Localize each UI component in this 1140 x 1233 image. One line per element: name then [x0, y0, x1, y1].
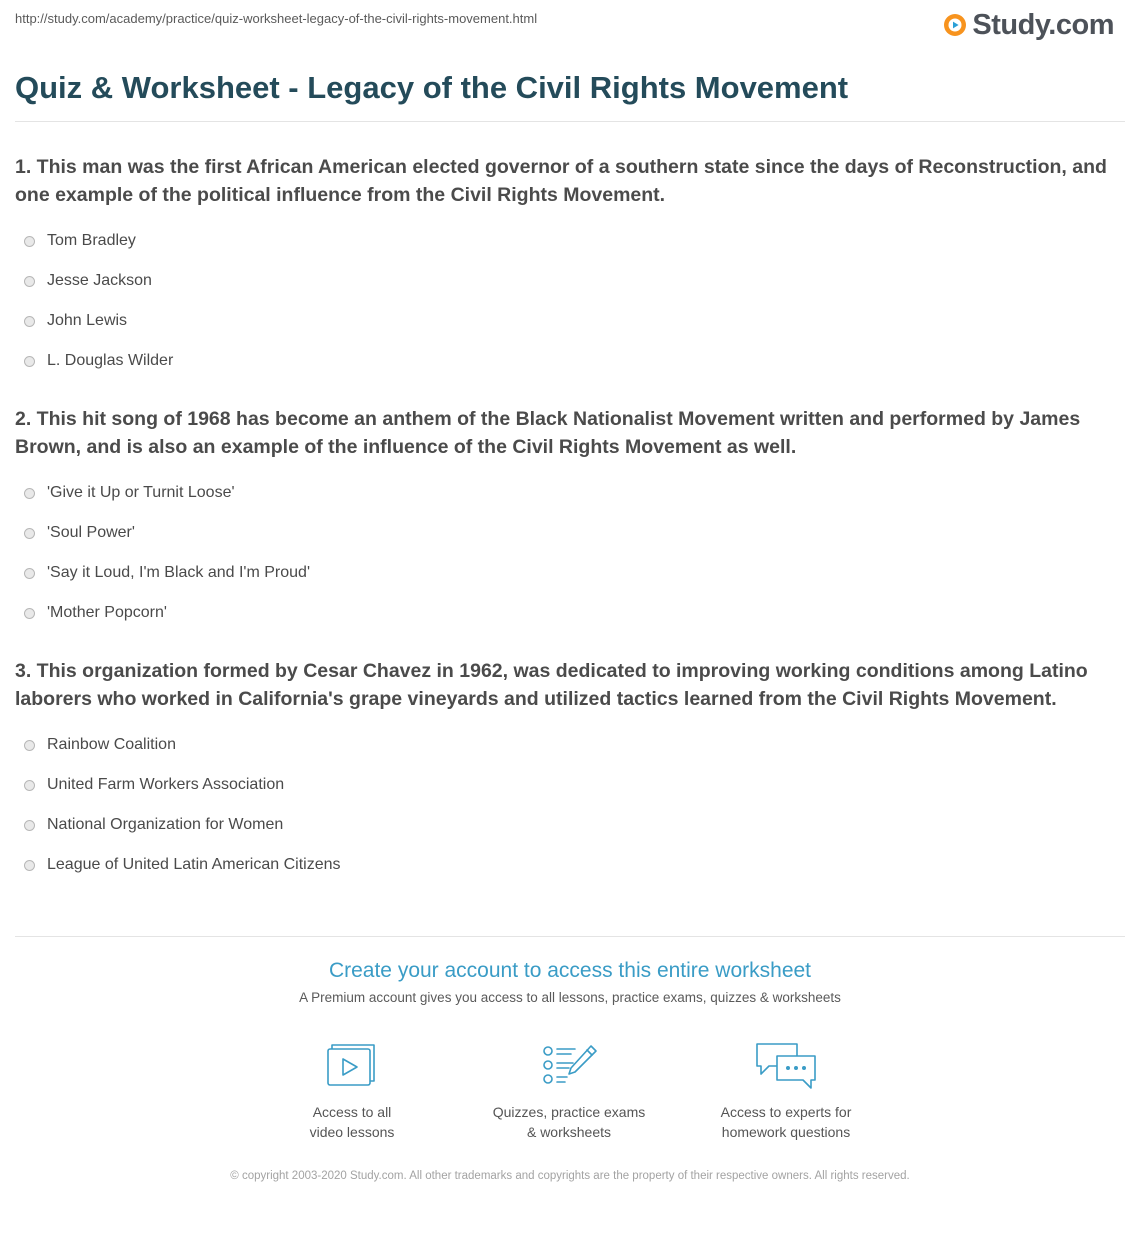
- chat-experts-icon: [753, 1040, 819, 1090]
- answer-label: 'Say it Loud, I'm Black and I'm Proud': [47, 564, 311, 581]
- answer-label: 'Soul Power': [47, 524, 135, 541]
- radio-button[interactable]: [24, 236, 35, 247]
- cta-subtitle: A Premium account gives you access to all lessons, practice exams, quizzes & worksheets: [299, 990, 841, 1005]
- feature-quizzes: [469, 1040, 669, 1142]
- logo-text: Study.com: [972, 8, 1114, 41]
- radio-button[interactable]: [24, 860, 35, 871]
- question-text: 1. This man was the first African American elected governor of a southern state since the days of Reconstruction, and one example of the political influence from the Civil Rights Movement.: [15, 156, 1107, 206]
- feature-label: Quizzes, practice exams: [492, 1104, 646, 1120]
- create-account-link[interactable]: Create your account to access this entire worksheet: [328, 959, 812, 982]
- answer-option[interactable]: [15, 473, 1127, 513]
- feature-label: Access to all: [312, 1104, 392, 1120]
- radio-button[interactable]: [24, 568, 35, 579]
- answer-label: L. Douglas Wilder: [47, 352, 174, 369]
- answer-label: League of United Latin American Citizens: [47, 856, 341, 873]
- answer-label: Tom Bradley: [47, 232, 136, 249]
- question-2: [15, 405, 1127, 633]
- answer-label: 'Give it Up or Turnit Loose': [47, 484, 235, 501]
- answer-label: United Farm Workers Association: [47, 776, 285, 793]
- feature-video-lessons: [252, 1040, 452, 1142]
- radio-button[interactable]: [24, 316, 35, 327]
- answer-label: John Lewis: [47, 312, 128, 329]
- question-text: 3. This organization formed by Cesar Chavez in 1962, was dedicated to improving working conditions among Latino laborers who worked in California's grape vineyards and utilized tactics learned from the Civil Rights Movement.: [15, 660, 1088, 710]
- answer-label: National Organization for Women: [47, 816, 284, 833]
- title-divider: [15, 121, 1125, 122]
- answer-option[interactable]: [15, 261, 1127, 301]
- feature-experts: [686, 1040, 886, 1142]
- answer-option[interactable]: [15, 593, 1127, 633]
- radio-button[interactable]: [24, 608, 35, 619]
- answer-option[interactable]: [15, 301, 1127, 341]
- radio-button[interactable]: [24, 276, 35, 287]
- answer-option[interactable]: [15, 845, 1127, 885]
- feature-label: homework questions: [721, 1124, 851, 1140]
- radio-button[interactable]: [24, 740, 35, 751]
- answer-option[interactable]: [15, 513, 1127, 553]
- copyright-text: © copyright 2003-2020 Study.com. All other trademarks and copyrights are the property of their respective owners. All rights reserved.: [230, 1170, 910, 1182]
- feature-label: Access to experts for: [720, 1104, 852, 1120]
- radio-button[interactable]: [24, 356, 35, 367]
- answer-label: 'Mother Popcorn': [47, 604, 167, 621]
- page-url: http://study.com/academy/practice/quiz-worksheet-legacy-of-the-civil-rights-movement.html: [15, 11, 538, 26]
- feature-label: video lessons: [309, 1124, 395, 1140]
- radio-button[interactable]: [24, 488, 35, 499]
- cta-divider: [15, 936, 1125, 937]
- radio-button[interactable]: [24, 528, 35, 539]
- radio-button[interactable]: [24, 820, 35, 831]
- page-title: Quiz & Worksheet - Legacy of the Civil Rights Movement: [15, 70, 849, 105]
- video-lesson-icon: [324, 1040, 380, 1090]
- answer-option[interactable]: [15, 221, 1127, 261]
- question-1: [15, 153, 1127, 381]
- answer-option[interactable]: [15, 765, 1127, 805]
- quiz-checklist-icon: [539, 1040, 599, 1090]
- answer-option[interactable]: [15, 341, 1127, 381]
- answer-label: Rainbow Coalition: [47, 736, 176, 753]
- answer-label: Jesse Jackson: [47, 272, 152, 289]
- answer-option[interactable]: [15, 553, 1127, 593]
- feature-label: & worksheets: [526, 1124, 612, 1140]
- question-3: [15, 657, 1127, 885]
- play-circle-icon: [943, 13, 967, 37]
- answer-option[interactable]: [15, 805, 1127, 845]
- answer-option[interactable]: [15, 725, 1127, 765]
- study-logo[interactable]: [943, 6, 1114, 44]
- radio-button[interactable]: [24, 780, 35, 791]
- question-text: 2. This hit song of 1968 has become an anthem of the Black Nationalist Movement written and performed by James Brown, and is also an example of the influence of the Civil Rights Movement as well.: [15, 408, 1081, 458]
